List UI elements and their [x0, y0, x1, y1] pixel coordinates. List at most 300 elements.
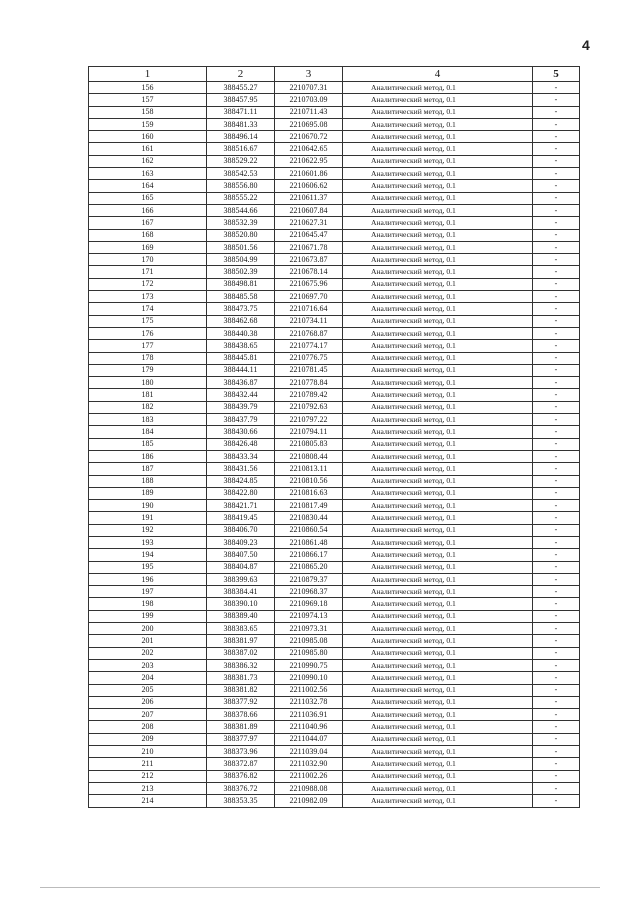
page-number: 4	[582, 37, 590, 53]
cell-coord-x: 388473.75	[207, 303, 275, 315]
cell-method: Аналитический метод, 0.1	[343, 536, 533, 548]
cell-coord-x: 388438.65	[207, 340, 275, 352]
cell-note: -	[533, 586, 580, 598]
cell-method: Аналитический метод, 0.1	[343, 598, 533, 610]
cell-coord-x: 388381.73	[207, 672, 275, 684]
cell-note: -	[533, 106, 580, 118]
cell-method: Аналитический метод, 0.1	[343, 770, 533, 782]
table-row	[89, 94, 580, 106]
cell-note: -	[533, 475, 580, 487]
cell-method: Аналитический метод, 0.1	[343, 487, 533, 499]
cell-coord-y: 2211039.04	[275, 746, 343, 758]
cell-note: -	[533, 180, 580, 192]
cell-note: -	[533, 500, 580, 512]
cell-coord-y: 2210968.37	[275, 586, 343, 598]
cell-point-number: 178	[89, 352, 207, 364]
cell-point-number: 167	[89, 217, 207, 229]
table-row	[89, 315, 580, 327]
table-row	[89, 192, 580, 204]
cell-method: Аналитический метод, 0.1	[343, 795, 533, 807]
cell-coord-x: 388376.82	[207, 770, 275, 782]
cell-coord-x: 388542.53	[207, 168, 275, 180]
table-row	[89, 524, 580, 536]
cell-point-number: 202	[89, 647, 207, 659]
cell-coord-x: 388504.99	[207, 254, 275, 266]
cell-point-number: 210	[89, 746, 207, 758]
table-row	[89, 450, 580, 462]
cell-coord-y: 2210645.47	[275, 229, 343, 241]
cell-coord-y: 2210716.64	[275, 303, 343, 315]
cell-coord-y: 2210797.22	[275, 414, 343, 426]
cell-note: -	[533, 598, 580, 610]
cell-point-number: 204	[89, 672, 207, 684]
cell-point-number: 180	[89, 377, 207, 389]
cell-note: -	[533, 315, 580, 327]
cell-coord-y: 2210675.96	[275, 278, 343, 290]
cell-coord-y: 2210734.11	[275, 315, 343, 327]
cell-coord-x: 388422.80	[207, 487, 275, 499]
cell-coord-x: 388433.34	[207, 450, 275, 462]
cell-method: Аналитический метод, 0.1	[343, 303, 533, 315]
cell-point-number: 193	[89, 536, 207, 548]
cell-point-number: 207	[89, 709, 207, 721]
cell-note: -	[533, 266, 580, 278]
cell-method: Аналитический метод, 0.1	[343, 82, 533, 94]
table-row	[89, 487, 580, 499]
cell-coord-y: 2210642.65	[275, 143, 343, 155]
cell-note: -	[533, 389, 580, 401]
table-row	[89, 598, 580, 610]
cell-point-number: 187	[89, 463, 207, 475]
cell-coord-x: 388471.11	[207, 106, 275, 118]
table-row	[89, 512, 580, 524]
cell-method: Аналитический метод, 0.1	[343, 672, 533, 684]
table-row	[89, 327, 580, 339]
cell-point-number: 199	[89, 610, 207, 622]
cell-method: Аналитический метод, 0.1	[343, 217, 533, 229]
cell-note: -	[533, 229, 580, 241]
cell-method: Аналитический метод, 0.1	[343, 512, 533, 524]
cell-coord-y: 2210810.56	[275, 475, 343, 487]
cell-coord-x: 388544.66	[207, 204, 275, 216]
table-body	[89, 82, 580, 808]
cell-coord-x: 388373.96	[207, 746, 275, 758]
cell-coord-x: 388555.22	[207, 192, 275, 204]
cell-method: Аналитический метод, 0.1	[343, 327, 533, 339]
cell-method: Аналитический метод, 0.1	[343, 266, 533, 278]
cell-note: -	[533, 684, 580, 696]
cell-coord-y: 2210861.48	[275, 536, 343, 548]
cell-coord-y: 2210865.20	[275, 561, 343, 573]
cell-point-number: 181	[89, 389, 207, 401]
cell-point-number: 197	[89, 586, 207, 598]
cell-coord-x: 388383.65	[207, 623, 275, 635]
cell-method: Аналитический метод, 0.1	[343, 438, 533, 450]
cell-coord-x: 388498.81	[207, 278, 275, 290]
cell-note: -	[533, 709, 580, 721]
table-row	[89, 635, 580, 647]
cell-coord-y: 2210985.80	[275, 647, 343, 659]
cell-note: -	[533, 168, 580, 180]
cell-point-number: 175	[89, 315, 207, 327]
table-row	[89, 746, 580, 758]
cell-coord-x: 388384.41	[207, 586, 275, 598]
cell-coord-y: 2210695.08	[275, 118, 343, 130]
table-row	[89, 106, 580, 118]
cell-point-number: 214	[89, 795, 207, 807]
cell-coord-x: 388430.66	[207, 426, 275, 438]
cell-coord-y: 2210988.08	[275, 782, 343, 794]
cell-method: Аналитический метод, 0.1	[343, 131, 533, 143]
cell-point-number: 169	[89, 241, 207, 253]
cell-coord-y: 2210678.14	[275, 266, 343, 278]
cell-coord-y: 2210778.84	[275, 377, 343, 389]
cell-coord-y: 2211002.26	[275, 770, 343, 782]
cell-point-number: 191	[89, 512, 207, 524]
table-row	[89, 696, 580, 708]
cell-coord-x: 388502.39	[207, 266, 275, 278]
cell-note: -	[533, 610, 580, 622]
cell-note: -	[533, 635, 580, 647]
cell-method: Аналитический метод, 0.1	[343, 450, 533, 462]
table-row	[89, 586, 580, 598]
cell-point-number: 185	[89, 438, 207, 450]
cell-note: -	[533, 94, 580, 106]
table-row	[89, 241, 580, 253]
table-row	[89, 438, 580, 450]
cell-coord-y: 2210601.86	[275, 168, 343, 180]
cell-point-number: 176	[89, 327, 207, 339]
table-row	[89, 180, 580, 192]
cell-point-number: 156	[89, 82, 207, 94]
cell-point-number: 194	[89, 549, 207, 561]
cell-point-number: 162	[89, 155, 207, 167]
cell-point-number: 201	[89, 635, 207, 647]
cell-coord-x: 388409.23	[207, 536, 275, 548]
cell-note: -	[533, 82, 580, 94]
cell-coord-y: 2210627.31	[275, 217, 343, 229]
cell-point-number: 183	[89, 414, 207, 426]
cell-coord-y: 2211036.91	[275, 709, 343, 721]
cell-method: Аналитический метод, 0.1	[343, 155, 533, 167]
cell-point-number: 198	[89, 598, 207, 610]
table-row	[89, 204, 580, 216]
table-row	[89, 672, 580, 684]
cell-point-number: 166	[89, 204, 207, 216]
table-header-row	[89, 67, 580, 82]
cell-coord-x: 388440.38	[207, 327, 275, 339]
cell-method: Аналитический метод, 0.1	[343, 377, 533, 389]
table-row	[89, 610, 580, 622]
cell-method: Аналитический метод, 0.1	[343, 352, 533, 364]
cell-coord-x: 388485.58	[207, 291, 275, 303]
cell-point-number: 170	[89, 254, 207, 266]
table-row	[89, 143, 580, 155]
table-row	[89, 561, 580, 573]
cell-point-number: 192	[89, 524, 207, 536]
cell-coord-x: 388390.10	[207, 598, 275, 610]
table-row	[89, 340, 580, 352]
cell-coord-x: 388432.44	[207, 389, 275, 401]
cell-note: -	[533, 746, 580, 758]
cell-point-number: 168	[89, 229, 207, 241]
cell-point-number: 212	[89, 770, 207, 782]
table-row	[89, 709, 580, 721]
cell-method: Аналитический метод, 0.1	[343, 733, 533, 745]
cell-note: -	[533, 782, 580, 794]
cell-coord-x: 388377.92	[207, 696, 275, 708]
cell-note: -	[533, 758, 580, 770]
cell-coord-x: 388376.72	[207, 782, 275, 794]
cell-note: -	[533, 721, 580, 733]
cell-coord-x: 388372.87	[207, 758, 275, 770]
cell-method: Аналитический метод, 0.1	[343, 746, 533, 758]
coordinates-table	[88, 66, 580, 808]
cell-point-number: 200	[89, 623, 207, 635]
cell-note: -	[533, 241, 580, 253]
cell-coord-x: 388436.87	[207, 377, 275, 389]
table-row	[89, 536, 580, 548]
cell-point-number: 160	[89, 131, 207, 143]
cell-method: Аналитический метод, 0.1	[343, 204, 533, 216]
header-col-2: 2	[207, 67, 275, 82]
cell-point-number: 189	[89, 487, 207, 499]
table-row	[89, 389, 580, 401]
cell-method: Аналитический метод, 0.1	[343, 758, 533, 770]
cell-coord-y: 2210794.11	[275, 426, 343, 438]
table-row	[89, 573, 580, 585]
cell-coord-y: 2210813.11	[275, 463, 343, 475]
cell-note: -	[533, 733, 580, 745]
cell-coord-y: 2210990.75	[275, 659, 343, 671]
cell-coord-x: 388381.82	[207, 684, 275, 696]
cell-coord-y: 2210817.49	[275, 500, 343, 512]
cell-note: -	[533, 450, 580, 462]
cell-coord-x: 388424.85	[207, 475, 275, 487]
cell-coord-y: 2210974.13	[275, 610, 343, 622]
cell-coord-y: 2211032.78	[275, 696, 343, 708]
cell-method: Аналитический метод, 0.1	[343, 241, 533, 253]
cell-coord-x: 388406.70	[207, 524, 275, 536]
table-row	[89, 549, 580, 561]
header-col-4: 4	[343, 67, 533, 82]
cell-method: Аналитический метод, 0.1	[343, 709, 533, 721]
cell-coord-y: 2210774.17	[275, 340, 343, 352]
cell-coord-y: 2210985.08	[275, 635, 343, 647]
cell-note: -	[533, 352, 580, 364]
cell-method: Аналитический метод, 0.1	[343, 782, 533, 794]
table-row	[89, 352, 580, 364]
table-row	[89, 82, 580, 94]
cell-method: Аналитический метод, 0.1	[343, 340, 533, 352]
cell-point-number: 171	[89, 266, 207, 278]
cell-coord-x: 388501.56	[207, 241, 275, 253]
cell-method: Аналитический метод, 0.1	[343, 623, 533, 635]
cell-point-number: 195	[89, 561, 207, 573]
cell-coord-y: 2210703.09	[275, 94, 343, 106]
cell-method: Аналитический метод, 0.1	[343, 696, 533, 708]
cell-method: Аналитический метод, 0.1	[343, 426, 533, 438]
cell-coord-x: 388404.87	[207, 561, 275, 573]
cell-method: Аналитический метод, 0.1	[343, 106, 533, 118]
cell-coord-y: 2210606.62	[275, 180, 343, 192]
cell-note: -	[533, 770, 580, 782]
cell-note: -	[533, 672, 580, 684]
page-bottom-rule	[40, 887, 600, 888]
cell-method: Аналитический метод, 0.1	[343, 180, 533, 192]
cell-method: Аналитический метод, 0.1	[343, 475, 533, 487]
table-row	[89, 426, 580, 438]
table-row	[89, 278, 580, 290]
table-row	[89, 377, 580, 389]
cell-note: -	[533, 463, 580, 475]
cell-coord-y: 2210622.95	[275, 155, 343, 167]
cell-coord-y: 2210611.37	[275, 192, 343, 204]
cell-note: -	[533, 204, 580, 216]
cell-point-number: 186	[89, 450, 207, 462]
cell-coord-y: 2210707.31	[275, 82, 343, 94]
header-col-3: 3	[275, 67, 343, 82]
cell-method: Аналитический метод, 0.1	[343, 315, 533, 327]
cell-coord-y: 2211032.90	[275, 758, 343, 770]
cell-method: Аналитический метод, 0.1	[343, 291, 533, 303]
cell-point-number: 184	[89, 426, 207, 438]
table-row	[89, 118, 580, 130]
cell-coord-x: 388520.80	[207, 229, 275, 241]
cell-coord-y: 2211044.07	[275, 733, 343, 745]
cell-point-number: 179	[89, 364, 207, 376]
table-row	[89, 721, 580, 733]
cell-method: Аналитический метод, 0.1	[343, 143, 533, 155]
cell-point-number: 196	[89, 573, 207, 585]
table-row	[89, 401, 580, 413]
cell-point-number: 163	[89, 168, 207, 180]
cell-coord-x: 388431.56	[207, 463, 275, 475]
cell-method: Аналитический метод, 0.1	[343, 524, 533, 536]
cell-note: -	[533, 278, 580, 290]
cell-point-number: 188	[89, 475, 207, 487]
cell-coord-x: 388437.79	[207, 414, 275, 426]
cell-note: -	[533, 795, 580, 807]
table-row	[89, 659, 580, 671]
cell-coord-y: 2210607.84	[275, 204, 343, 216]
table-row	[89, 217, 580, 229]
cell-method: Аналитический метод, 0.1	[343, 414, 533, 426]
cell-note: -	[533, 536, 580, 548]
cell-coord-x: 388377.97	[207, 733, 275, 745]
cell-point-number: 213	[89, 782, 207, 794]
cell-note: -	[533, 303, 580, 315]
cell-coord-x: 388516.67	[207, 143, 275, 155]
cell-note: -	[533, 327, 580, 339]
cell-coord-x: 388378.66	[207, 709, 275, 721]
cell-point-number: 211	[89, 758, 207, 770]
cell-method: Аналитический метод, 0.1	[343, 549, 533, 561]
cell-coord-y: 2210697.70	[275, 291, 343, 303]
table-row	[89, 131, 580, 143]
table-row	[89, 168, 580, 180]
table-row	[89, 414, 580, 426]
table-row	[89, 229, 580, 241]
cell-coord-x: 388439.79	[207, 401, 275, 413]
cell-coord-y: 2210789.42	[275, 389, 343, 401]
cell-point-number: 206	[89, 696, 207, 708]
table-row	[89, 155, 580, 167]
cell-note: -	[533, 118, 580, 130]
cell-point-number: 205	[89, 684, 207, 696]
table-row	[89, 266, 580, 278]
cell-coord-x: 388455.27	[207, 82, 275, 94]
cell-method: Аналитический метод, 0.1	[343, 721, 533, 733]
cell-note: -	[533, 217, 580, 229]
cell-note: -	[533, 438, 580, 450]
cell-point-number: 177	[89, 340, 207, 352]
table-row	[89, 291, 580, 303]
cell-coord-y: 2210711.43	[275, 106, 343, 118]
cell-note: -	[533, 561, 580, 573]
cell-coord-y: 2210781.45	[275, 364, 343, 376]
table-row	[89, 795, 580, 807]
cell-method: Аналитический метод, 0.1	[343, 647, 533, 659]
cell-note: -	[533, 401, 580, 413]
cell-coord-x: 388387.02	[207, 647, 275, 659]
cell-note: -	[533, 192, 580, 204]
cell-note: -	[533, 512, 580, 524]
table-row	[89, 623, 580, 635]
cell-note: -	[533, 291, 580, 303]
cell-coord-y: 2210860.54	[275, 524, 343, 536]
cell-coord-x: 388389.40	[207, 610, 275, 622]
cell-note: -	[533, 696, 580, 708]
cell-coord-y: 2210879.37	[275, 573, 343, 585]
cell-note: -	[533, 377, 580, 389]
cell-method: Аналитический метод, 0.1	[343, 659, 533, 671]
cell-note: -	[533, 364, 580, 376]
header-col-5: 5	[533, 67, 580, 82]
cell-point-number: 158	[89, 106, 207, 118]
cell-note: -	[533, 131, 580, 143]
cell-method: Аналитический метод, 0.1	[343, 401, 533, 413]
cell-point-number: 209	[89, 733, 207, 745]
cell-method: Аналитический метод, 0.1	[343, 168, 533, 180]
cell-point-number: 182	[89, 401, 207, 413]
cell-coord-x: 388407.50	[207, 549, 275, 561]
cell-coord-x: 388496.14	[207, 131, 275, 143]
cell-method: Аналитический метод, 0.1	[343, 463, 533, 475]
cell-coord-x: 388353.35	[207, 795, 275, 807]
cell-coord-x: 388457.95	[207, 94, 275, 106]
cell-point-number: 161	[89, 143, 207, 155]
table-row	[89, 770, 580, 782]
cell-method: Аналитический метод, 0.1	[343, 684, 533, 696]
cell-method: Аналитический метод, 0.1	[343, 389, 533, 401]
cell-coord-x: 388532.39	[207, 217, 275, 229]
cell-coord-x: 388444.11	[207, 364, 275, 376]
cell-method: Аналитический метод, 0.1	[343, 610, 533, 622]
cell-note: -	[533, 623, 580, 635]
table-row	[89, 684, 580, 696]
cell-note: -	[533, 524, 580, 536]
table-row	[89, 782, 580, 794]
cell-method: Аналитический метод, 0.1	[343, 94, 533, 106]
cell-point-number: 190	[89, 500, 207, 512]
cell-method: Аналитический метод, 0.1	[343, 254, 533, 266]
cell-note: -	[533, 573, 580, 585]
cell-coord-y: 2210830.44	[275, 512, 343, 524]
cell-note: -	[533, 155, 580, 167]
cell-method: Аналитический метод, 0.1	[343, 364, 533, 376]
cell-point-number: 203	[89, 659, 207, 671]
